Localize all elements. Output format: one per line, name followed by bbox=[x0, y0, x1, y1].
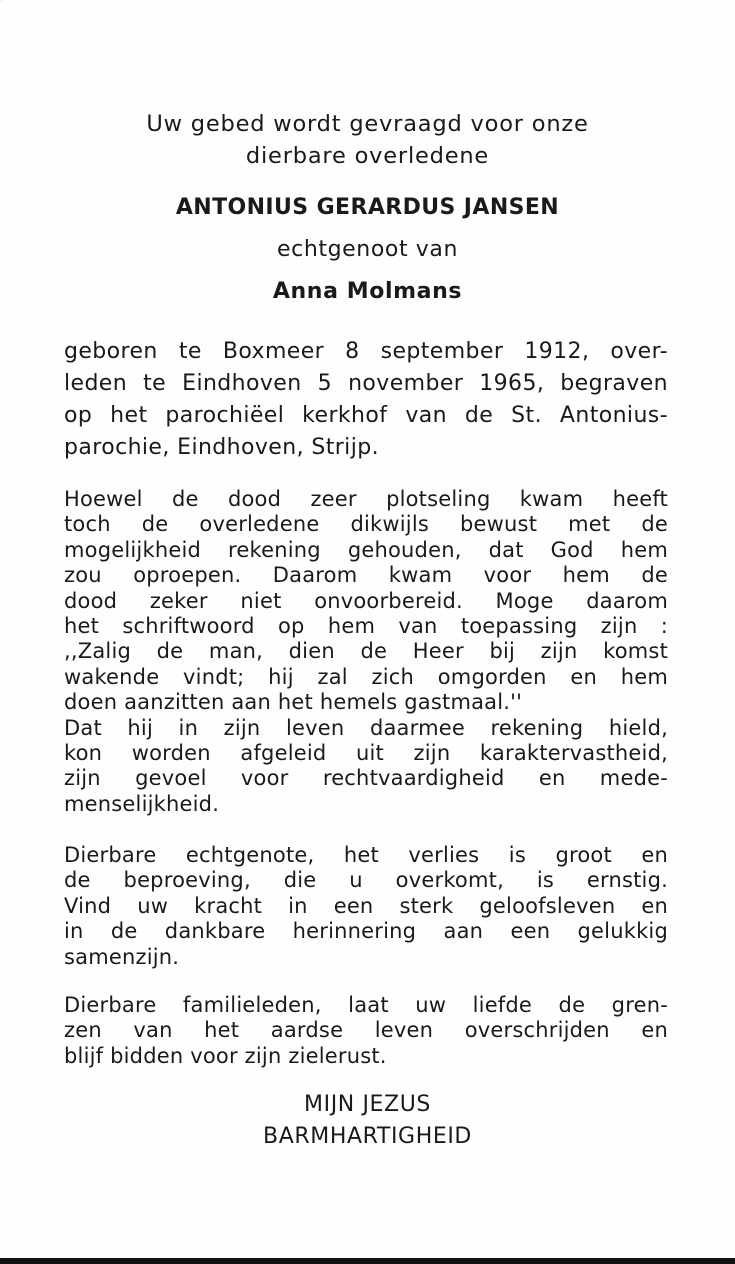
closing-line-2: BARMHARTIGHEID bbox=[263, 1124, 472, 1149]
text-line: de beproeving, die u overkomt, is ernstig. bbox=[64, 868, 668, 893]
text-line: menselijkheid. bbox=[64, 791, 220, 816]
text-line: doen aanzitten aan het hemels gastmaal.'' bbox=[64, 690, 523, 715]
spouse-paragraph bbox=[64, 843, 668, 970]
text-line: ,,Zalig de man, dien de Heer bij zijn komst bbox=[64, 639, 668, 664]
spouse-name: Anna Molmans bbox=[272, 279, 463, 304]
bottom-border bbox=[0, 1258, 735, 1264]
text-line: Dat hij in zijn leven daarmee rekening hield, bbox=[64, 715, 668, 740]
text-line: Vind uw kracht in een sterk geloofsleven en bbox=[64, 893, 668, 918]
intro-line-1: Uw gebed wordt gevraagd voor onze bbox=[146, 111, 589, 137]
text-line: leden te Eindhoven 5 november 1965, begraven bbox=[64, 371, 668, 396]
text-line: wakende vindt; hij zal zich omgorden en hem bbox=[64, 664, 668, 689]
text-line: kon worden afgeleid uit zijn karaktervastheid, bbox=[64, 740, 668, 765]
reflection-paragraph bbox=[64, 487, 668, 817]
corner-mark bbox=[0, 0, 23, 6]
text-line: Dierbare echtgenote, het verlies is groot en bbox=[64, 843, 668, 867]
text-line: in de dankbare herinnering aan een gelukkig bbox=[64, 919, 668, 944]
closing-line-1: MIJN JEZUS bbox=[304, 1092, 431, 1117]
text-line: zou oproepen. Daarom kwam voor hem de bbox=[64, 563, 668, 588]
text-line: blijf bidden voor zijn zielerust. bbox=[64, 1043, 387, 1068]
text-line: het schriftwoord op hem van toepassing zijn : bbox=[64, 613, 668, 638]
family-paragraph bbox=[64, 993, 668, 1069]
text-line: samenzijn. bbox=[64, 944, 180, 969]
text-line: zijn gevoel voor rechtvaardigheid en mede- bbox=[64, 766, 668, 791]
deceased-name: ANTONIUS GERARDUS JANSEN bbox=[175, 195, 560, 220]
text-line: geboren te Boxmeer 8 september 1912, over- bbox=[64, 339, 668, 364]
text-line: parochie, Eindhoven, Strijp. bbox=[64, 435, 379, 460]
relation-label: echtgenoot van bbox=[276, 237, 459, 262]
text-line: Dierbare familieleden, laat uw liefde de gren- bbox=[64, 993, 668, 1017]
biography-paragraph bbox=[64, 336, 668, 464]
intro-line-2: dierbare overledene bbox=[245, 143, 490, 169]
text-line: toch de overledene dikwijls bewust met de bbox=[64, 512, 668, 537]
text-line: dood zeker niet onvoorbereid. Moge daarom bbox=[64, 588, 668, 613]
text-line: zen van het aardse leven overschrijden en bbox=[64, 1018, 668, 1043]
text-line: mogelijkheid rekening gehouden, dat God hem bbox=[64, 537, 668, 562]
text-line: Hoewel de dood zeer plotseling kwam heeft bbox=[64, 487, 668, 511]
text-line: op het parochiëel kerkhof van de St. Antonius- bbox=[64, 403, 668, 428]
